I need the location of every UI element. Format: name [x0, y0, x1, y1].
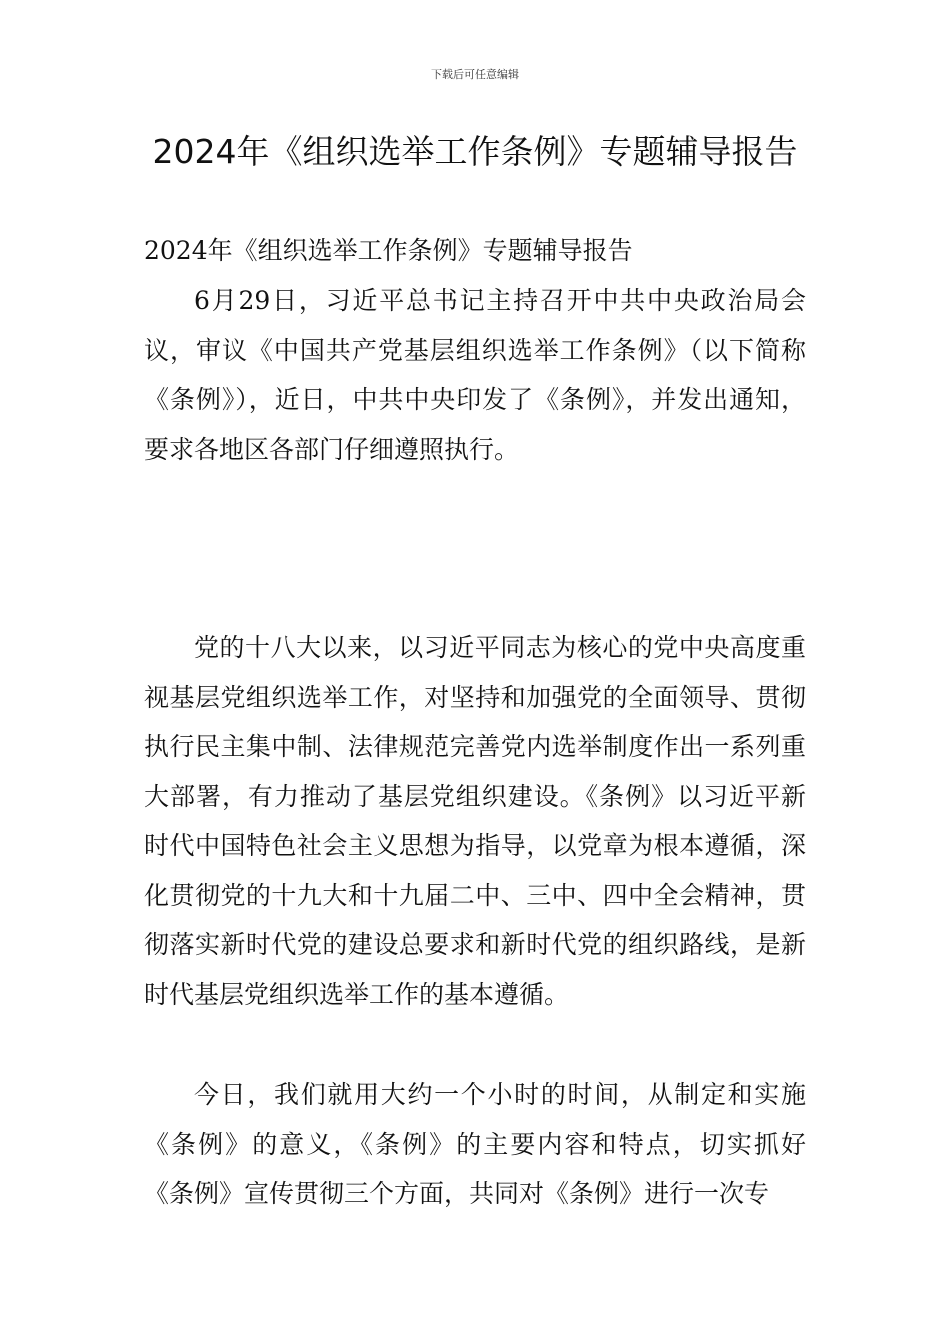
paragraph-text: 6月29日，习近平总书记主持召开中共中央政治局会议，审议《中国共产党基层组织选举工作条例》（以下简称《条例》），近日，中共中央印发了《条例》，并发出通知，要求各地区各部门仔细遵照执行。	[144, 286, 806, 464]
subtitle-text: 2024年《组织选举工作条例》专题辅导报告	[144, 236, 633, 265]
document-subtitle	[144, 226, 806, 276]
paragraph-text: 党的十八大以来，以习近平同志为核心的党中央高度重视基层党组织选举工作，对坚持和加强党的全面领导、贯彻执行民主集中制、法律规范完善党内选举制度作出一系列重大部署，有力推动了基层党组织建设。《条例》以习近平新时代中国特色社会主义思想为指导，以党章为根本遵循，深化贯彻党的十九大和十九届二中、三中、四中全会精神，贯彻落实新时代党的建设总要求和新时代党的组织路线，是新时代基层党组织选举工作的基本遵循。	[144, 633, 806, 1009]
document-title: 2024年《组织选举工作条例》专题辅导报告	[152, 132, 798, 171]
page-header-note: 下载后可任意编辑	[431, 68, 519, 81]
paragraph-text: 今日，我们就用大约一个小时的时间，从制定和实施《条例》的意义，《条例》的主要内容和特点，切实抓好《条例》宣传贯彻三个方面，共同对《条例》进行一次专	[144, 1080, 806, 1208]
body-paragraph-1	[144, 276, 806, 474]
body-paragraph-3	[144, 1070, 806, 1219]
body-paragraph-2	[144, 623, 806, 1019]
